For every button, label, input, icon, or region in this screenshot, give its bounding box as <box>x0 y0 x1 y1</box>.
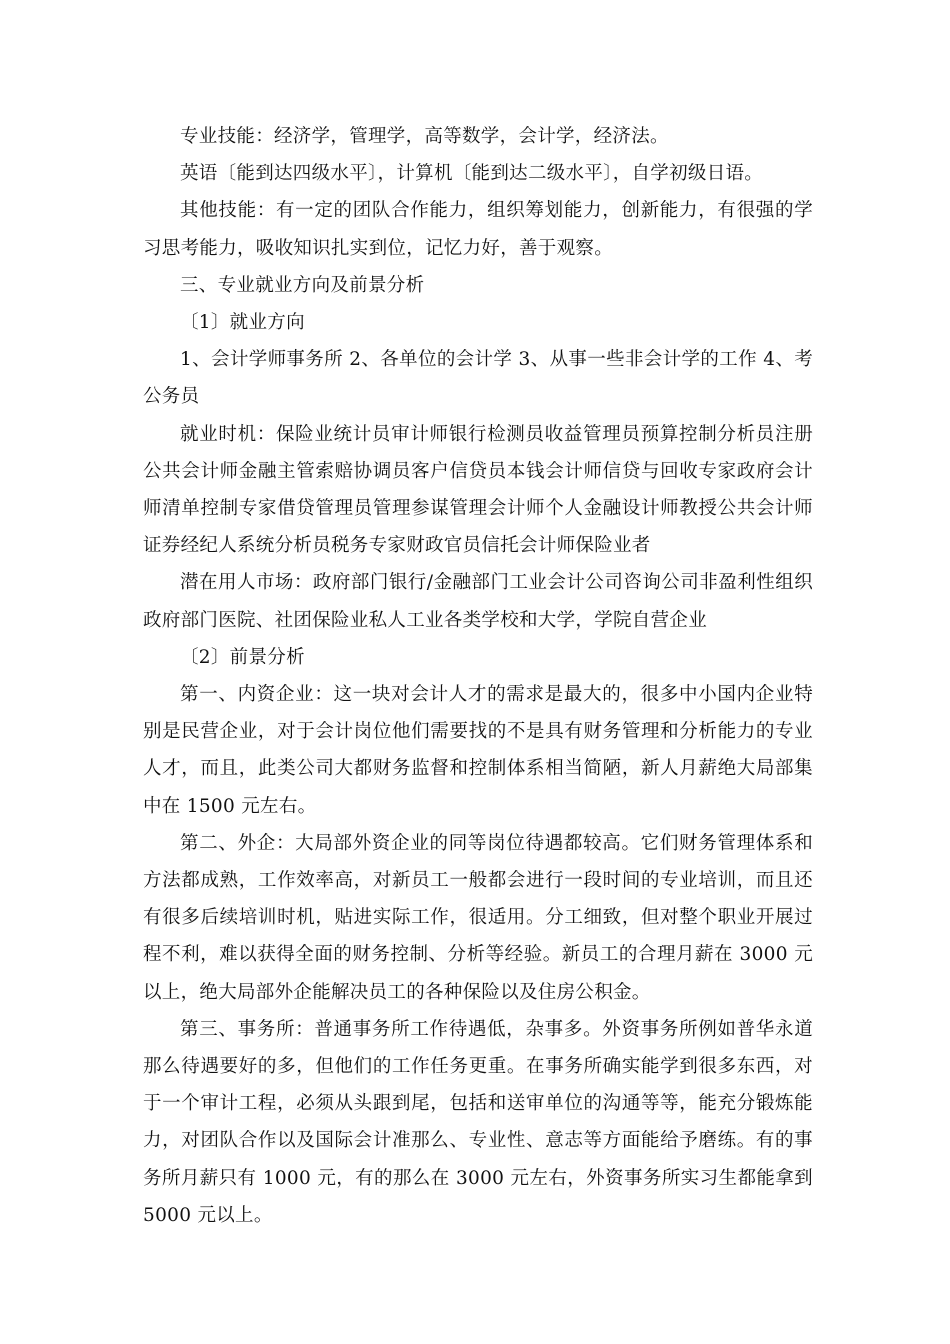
paragraph-foreign-enterprise: 第二、外企：大局部外资企业的同等岗位待遇都较高。它们财务管理体系和方法都成熟，工作效率高，对新员工一般都会进行一段时间的专业培训，而且还有很多后续培训时机，贴进实际工作，很适用。分工细致，但对整个职业开展过程不利，难以获得全面的财务控制、分析等经验。新员工的合理月薪在 3000 元以上，绝大局部外企能解决员工的各种保险以及住房公积金。 <box>143 832 813 1003</box>
document-body <box>143 118 813 1234</box>
paragraph-potential-market: 潜在用人市场：政府部门银行/金融部门工业会计公司咨询公司非盈利性组织政府部门医院、社团保险业私人工业各类学校和大学，学院自营企业 <box>143 572 813 631</box>
paragraph-other-skills: 其他技能：有一定的团队合作能力，组织筹划能力，创新能力，有很强的学习思考能力，吸收知识扎实到位，记忆力好，善于观察。 <box>143 200 813 259</box>
paragraph-professional-skills: 专业技能：经济学，管理学，高等数学，会计学，经济法。 <box>180 126 669 147</box>
paragraph-accounting-firm: 第三、事务所：普通事务所工作待遇低，杂事多。外资事务所例如普华永道那么待遇要好的多，但他们的工作任务更重。在事务所确实能学到很多东西，对于一个审计工程，必须从头跟到尾，包括和送审单位的沟通等等，能充分锻炼能力，对团队合作以及国际会计准那么、专业性、意志等方面能给予磨练。有的事务所月薪只有 1000 元，有的那么在 3000 元左右，外资事务所实习生都能拿到 5000 元以上。 <box>143 1018 813 1226</box>
paragraph-language-computer: 英语〔能到达四级水平〕，计算机〔能到达二级水平〕，自学初级日语。 <box>180 163 764 185</box>
subheading-employment-direction: 〔1〕就业方向 <box>180 312 305 334</box>
subheading-prospect-analysis: 〔2〕前景分析 <box>180 646 305 668</box>
paragraph-employment-opportunities: 就业时机：保险业统计员审计师银行检测员收益管理员预算控制分析员注册公共会计师金融主管索赔协调员客户信贷员本钱会计师信贷与回收专家政府会计师清单控制专家借贷管理员管理参谋管理会计师个人金融设计师教授公共会计师证券经纪人系统分析员税务专家财政官员信托会计师保险业者 <box>143 423 813 557</box>
paragraph-domestic-enterprise: 第一、内资企业：这一块对会计人才的需求是最大的，很多中小国内企业特别是民营企业，对于会计岗位他们需要找的不是具有财务管理和分析能力的专业人才，而且，此类公司大都财务监督和控制体系相当简陋，新人月薪绝大局部集中在 1500 元左右。 <box>143 684 813 817</box>
paragraph-employment-list: 1、会计学师事务所 2、各单位的会计学 3、从事一些非会计学的工作 4、考公务员 <box>143 349 813 408</box>
section-heading-employment: 三、专业就业方向及前景分析 <box>180 274 425 296</box>
